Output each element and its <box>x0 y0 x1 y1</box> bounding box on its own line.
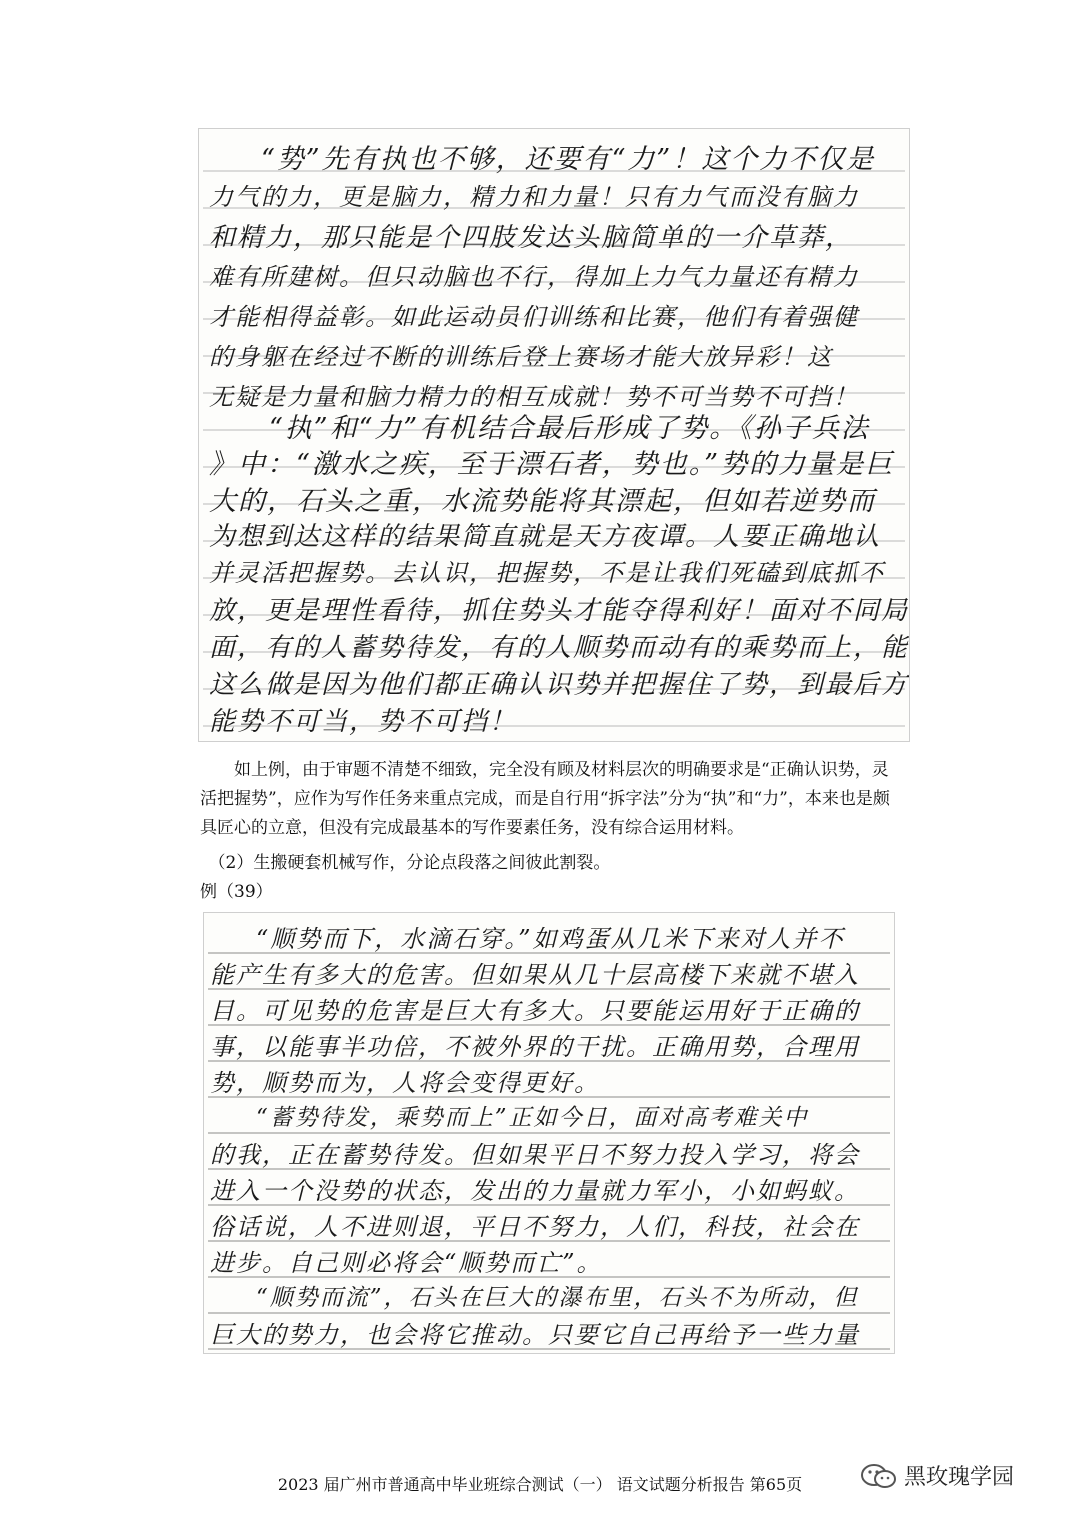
handwritten-line: 才能相得益彰。如此运动员们训练和比赛，他们有着强健 <box>209 303 859 331</box>
handwritten-line: 能势不可当，势不可挡！ <box>209 707 518 737</box>
handwritten-line: 这么做是因为他们都正确认识势并把握住了势，到最后方 <box>209 670 910 700</box>
handwritten-line: 进入一个没势的状态，发出的力量就力军小，小如蚂蚁。 <box>210 1177 860 1205</box>
wechat-icon <box>860 1463 898 1489</box>
handwritten-line: “执”和“力”有机结合最后形成了势。《孙子兵法 <box>269 413 870 444</box>
handwritten-line: “势”先有执也不够，还要有“力”！这个力不仅是 <box>261 144 876 175</box>
analysis-paragraph: 如上例，由于审题不清楚不细致，完全没有顾及材料层次的明确要求是“正确认识势，灵活把握势”，应作为写作任务来重点完成，而是自行用“拆字法”分为“执”和“力”，本来也是颇具匠心的立意，但没有完成最基本的写作要素任务，没有综合运用材料。 <box>200 760 890 838</box>
handwritten-line: 事，以能事半功倍，不被外界的干扰。正确用势，合理用 <box>210 1033 860 1061</box>
handwritten-line: 能产生有多大的危害。但如果从几十层高楼下来就不堪入 <box>210 961 860 989</box>
watermark-text: 黑玫瑰学园 <box>904 1465 1015 1490</box>
handwritten-line: “顺势而流”，石头在巨大的瀑布里，石头不为所动，但 <box>256 1285 859 1311</box>
handwritten-line: 为想到达这样的结果简直就是天方夜谭。人要正确地认 <box>209 522 882 552</box>
handwritten-line: 力气的力，更是脑力，精力和力量！只有力气而没有脑力 <box>209 183 859 211</box>
watermark <box>860 1460 1014 1491</box>
handwritten-line: 大的，石头之重，水流势能将其漂起，但如若逆势而 <box>209 486 876 517</box>
handwritten-line: 难有所建树。但只动脑也不行，得加上力气力量还有精力 <box>209 263 859 291</box>
handwritten-line: 俗话说，人不进则退，平日不努力，人们，科技，社会在 <box>210 1213 860 1241</box>
example-label: 例（39） <box>200 882 273 902</box>
handwritten-line: 并灵活把握势。去认识，把握势，不是让我们死磕到底抓不 <box>209 559 885 587</box>
handwritten-line: 势，顺势而为，人将会变得更好。 <box>210 1069 600 1097</box>
handwritten-line: 巨大的势力，也会将它推动。只要它自己再给予一些力量 <box>210 1321 860 1349</box>
point-heading: （2）生搬硬套机械写作，分论点段落之间彼此割裂。 <box>208 853 611 873</box>
handwritten-line: 面，有的人蓄势待发，有的人顺势而动有的乘势而上，能 <box>209 633 910 663</box>
handwritten-line: 放，更是理性看待，抓住势头才能夺得利好！面对不同局 <box>209 596 910 626</box>
handwritten-line: “顺势而下，水滴石穿。”如鸡蛋从几米下来对人并不 <box>256 925 845 953</box>
handwritten-line: 目。可见势的危害是巨大有多大。只要能运用好于正确的 <box>210 997 860 1025</box>
page-footer: 2023 届广州市普通高中毕业班综合测试（一） 语文试题分析报告 第65页 <box>277 1475 803 1494</box>
handwritten-line: 》中：“激水之疾，至于漂石者，势也。”势的力量是巨 <box>209 449 895 480</box>
handwritten-line: 无疑是力量和脑力精力的相互成就！势不可当势不可挡！ <box>209 383 859 411</box>
handwritten-line: “蓄势待发，乘势而上”正如今日，面对高考难关中 <box>256 1105 809 1131</box>
essay-scan-2 <box>203 912 895 1354</box>
handwritten-line: 的我，正在蓄势待发。但如果平日不努力投入学习，将会 <box>210 1141 860 1169</box>
essay-scan-1 <box>198 128 910 742</box>
handwritten-line: 的身躯在经过不断的训练后登上赛场才能大放异彩！这 <box>209 343 833 371</box>
handwritten-line: 和精力，那只能是个四肢发达头脑简单的一介草莽， <box>209 223 854 253</box>
handwritten-line: 进步。自己则必将会“顺势而亡”。 <box>210 1249 603 1277</box>
